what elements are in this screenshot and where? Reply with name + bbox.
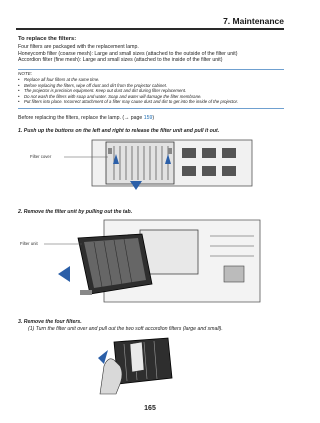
- step-3-title: 3. Remove the four filters.: [18, 319, 82, 325]
- intro-line: Honeycomb filter (coarse mesh): Large and small sizes (attached to the outside of the filter unit): [18, 50, 238, 57]
- note-item: • Do not wash the filters with soap and water. Soap and water will damage the filter membrane.: [18, 93, 202, 99]
- intro-line: Four filters are packaged with the replacement lamp.: [18, 44, 139, 50]
- page-number: 165: [144, 405, 156, 412]
- before-text: Before replacing the filters, replace the lamp. (→ page 159): [18, 115, 155, 121]
- page-header: [16, 15, 284, 31]
- pull-arrow: [58, 266, 70, 282]
- step-1-title: 1. Push up the buttons on the left and right to release the filter unit and pull it out.: [18, 128, 220, 134]
- note-box: [18, 69, 284, 110]
- note-bottom-rule: [18, 108, 284, 109]
- figure-filter-cover: [64, 134, 264, 192]
- note-item: • Put filters into place. Incorrect attachment of a filter may cause dust and dirt to get into the inside of the projector.: [18, 99, 239, 104]
- section-heading: To replace the filters:: [18, 36, 77, 42]
- callout-filter-cover: Filter cover: [30, 154, 52, 159]
- intro-line: Accordion filter (fine mesh): Large and small sizes (attached to the inside of the filter unit): [18, 57, 223, 63]
- pull-tab: [80, 290, 92, 295]
- figure-remove-filters: [90, 336, 182, 396]
- callout-filter-unit: Filter unit: [20, 241, 38, 246]
- note-item: • Replace all four filters at the same time.: [18, 77, 100, 82]
- release-button-right: [168, 148, 172, 154]
- note-top-rule: [18, 69, 284, 70]
- note-item: • Before replacing the filters, wipe off dust and dirt from the projector cabinet.: [18, 82, 168, 88]
- step-3-substep: (1) Turn the filter unit over and pull out the two soft accordion filters (large and small).: [28, 326, 223, 332]
- release-button-left: [108, 148, 112, 154]
- chapter-title: 7. Maintenance: [223, 16, 284, 26]
- note-title: NOTE:: [18, 71, 33, 76]
- note-item: • The projector is precision equipment. Keep out dust and dirt during filter replacement.: [18, 88, 187, 93]
- accordion-filter: [130, 342, 144, 372]
- header-rule: [16, 28, 284, 30]
- step-2-title: 2. Remove the filter unit by pulling out the tab.: [18, 209, 133, 215]
- page-link[interactable]: 159: [143, 115, 153, 121]
- filter-unit-drawer: [78, 234, 152, 295]
- figure-filter-unit: [44, 216, 264, 306]
